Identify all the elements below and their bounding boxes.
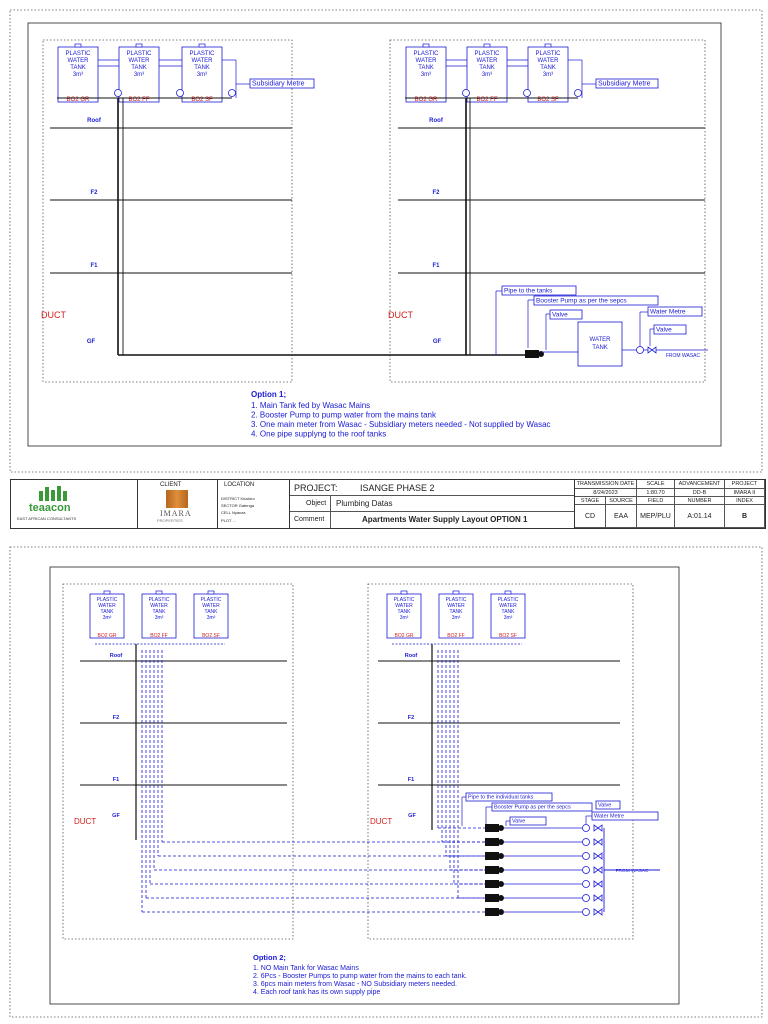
tank-id: BO2 GR	[394, 633, 414, 639]
object-row	[290, 496, 574, 512]
tank-volume: 3m³	[72, 72, 84, 78]
notes-title: Option 2;	[253, 953, 286, 962]
tank-label: PLASTIC	[96, 597, 118, 603]
location-row: PLOT ...	[221, 518, 236, 523]
tank-label: TANK	[100, 609, 114, 615]
tank-label: TANK	[501, 609, 515, 615]
tank-label: PLASTIC	[497, 597, 519, 603]
tank-label: TANK	[479, 65, 495, 71]
client-logo-icon	[166, 490, 188, 508]
water-meter-icon	[115, 90, 122, 97]
tank-label: TANK	[418, 65, 434, 71]
from-wasac-label: FROM WASAC	[615, 869, 649, 874]
booster-pump-icon	[485, 824, 504, 832]
valve-icon	[594, 909, 602, 915]
meta-header: TRANSMISSION DATE	[575, 480, 637, 489]
pump-motor	[498, 839, 504, 845]
tank-id: BO2 SF	[202, 633, 220, 639]
meta-value: EAA	[606, 505, 637, 528]
meta-header: ADVANCEMENT	[675, 480, 725, 489]
comment-value: Apartments Water Supply Layout OPTION 1	[362, 515, 528, 524]
tank-id: BO2 SF	[191, 97, 213, 103]
tank-volume: 3m³	[420, 72, 432, 78]
tank-label: PLASTIC	[393, 597, 415, 603]
water-meter-icon	[583, 839, 590, 846]
water-tank-label: WATER	[589, 337, 611, 343]
water-meter-icon	[637, 347, 644, 354]
floor-label: GF	[112, 813, 120, 819]
pump-body	[485, 838, 499, 846]
pump-motor	[498, 825, 504, 831]
valve-icon	[594, 909, 602, 915]
floor-label: Roof	[87, 118, 101, 124]
note-item: 2. Booster Pump to pump water from the mains tank	[251, 410, 436, 420]
water-meter-icon	[229, 90, 236, 97]
plastic-water-tank	[491, 591, 525, 639]
note-item: 1. NO Main Tank for Wasac Mains	[253, 965, 359, 972]
tank-lid-icon	[545, 44, 551, 47]
meta-value: 8/24/2023	[575, 489, 637, 497]
tank-label: TANK	[449, 609, 463, 615]
water-meter-icon	[177, 90, 184, 97]
client-label: CLIENT	[160, 482, 182, 488]
floor-label: Roof	[109, 653, 123, 659]
company-logo-cell	[11, 480, 138, 528]
tank-label: WATER	[98, 603, 116, 609]
tank-label: WATER	[395, 603, 413, 609]
pump-body	[485, 908, 499, 916]
water-meter-icon	[575, 90, 582, 97]
water-meter-icon	[583, 867, 590, 874]
tank-volume: 3m³	[399, 615, 409, 621]
valve-icon	[594, 853, 602, 859]
meta-value: B	[725, 505, 765, 528]
object-divider	[330, 496, 331, 511]
tank-volume: 3m³	[503, 615, 513, 621]
valve-callout: Valve	[552, 311, 568, 319]
client-cell	[138, 480, 218, 528]
note-item: 4. One pipe supplyng to the roof tanks	[251, 429, 387, 439]
tank-label: PLASTIC	[65, 51, 91, 57]
tank-label: PLASTIC	[148, 597, 170, 603]
valve-callout: Valve	[598, 802, 612, 809]
pump-body	[485, 824, 499, 832]
duct-label: DUCT	[74, 817, 97, 826]
floor-label: F2	[112, 715, 120, 721]
valve-icon	[648, 347, 656, 353]
plastic-water-tank	[406, 44, 446, 103]
meta-header: SOURCE	[606, 497, 637, 505]
tank-label: TANK	[152, 609, 166, 615]
tank-volume: 3m³	[102, 615, 112, 621]
floor-label: F1	[112, 777, 120, 783]
tank-lid-icon	[208, 591, 214, 594]
pump-body	[485, 880, 499, 888]
company-logo-icon	[33, 485, 73, 501]
subsidiary-meter-label: Subsidiary Metre	[252, 80, 305, 88]
plastic-water-tank	[142, 591, 176, 639]
valve-icon	[594, 895, 602, 901]
comment-label: Comment	[294, 516, 325, 523]
object-label: Object	[306, 500, 327, 507]
floor-label: F2	[407, 715, 415, 721]
plastic-water-tank	[467, 44, 507, 103]
pump-body	[485, 866, 499, 874]
tank-label: TANK	[397, 609, 411, 615]
floor-label: F1	[407, 777, 415, 783]
tank-id: BO2 SF	[537, 97, 559, 103]
pump-body	[485, 852, 499, 860]
diagram-option-2	[63, 584, 660, 996]
water-meter-icon	[583, 909, 590, 916]
floor-label: F1	[432, 263, 440, 269]
tank-label: WATER	[67, 58, 89, 64]
tank-lid-icon	[401, 591, 407, 594]
tank-id: BO2 FF	[128, 97, 150, 103]
tank-lid-icon	[423, 44, 429, 47]
booster-pump-icon	[485, 880, 504, 888]
meta-value: DD-B	[675, 489, 725, 497]
meta-value: IMARA II	[725, 489, 765, 497]
valve-callout: Valve	[512, 818, 526, 825]
meta-header: NUMBER	[675, 497, 725, 505]
plastic-water-tank	[119, 44, 159, 103]
valve-icon	[594, 825, 602, 831]
valve-icon	[594, 867, 602, 873]
duct-label: DUCT	[388, 310, 413, 320]
tank-label: WATER	[128, 58, 150, 64]
booster-pump-icon	[485, 908, 504, 916]
company-name: teaacon	[29, 502, 71, 514]
tank-lid-icon	[453, 591, 459, 594]
location-cell	[218, 480, 290, 528]
meta-header: STAGE	[575, 497, 606, 505]
water-metre-callout: Water Metre	[650, 308, 686, 316]
tank-volume: 3m³	[542, 72, 554, 78]
tank-lid-icon	[75, 44, 81, 47]
booster-pump-icon	[485, 852, 504, 860]
subsidiary-meter-label: Subsidiary Metre	[598, 80, 651, 88]
tank-label: PLASTIC	[126, 51, 152, 57]
note-item: 2. 6Pcs - Booster Pumps to pump water from the mains to each tank.	[253, 973, 467, 980]
tank-label: WATER	[202, 603, 220, 609]
tank-id: BO2 FF	[447, 633, 465, 639]
duct-label: DUCT	[41, 310, 66, 320]
tank-label: PLASTIC	[413, 51, 439, 57]
water-meter-icon	[463, 90, 470, 97]
plastic-water-tank	[182, 44, 222, 103]
pump-body	[485, 894, 499, 902]
tank-label: TANK	[131, 65, 147, 71]
tank-label: PLASTIC	[535, 51, 561, 57]
tank-label: PLASTIC	[200, 597, 222, 603]
notes-title: Option 1;	[251, 390, 287, 399]
valve-icon	[594, 881, 602, 887]
water-meter-icon	[583, 853, 590, 860]
floor-label: Roof	[429, 118, 443, 124]
tank-id: BO2 FF	[476, 97, 498, 103]
client-name: IMARA	[160, 509, 192, 518]
plastic-water-tank	[387, 591, 421, 639]
water-tank-label: TANK	[592, 345, 608, 351]
booster-pump-icon	[485, 894, 504, 902]
company-subtitle: EAST AFRICAN CONSULTANTS	[17, 516, 77, 521]
location-row: CELL Nyanza	[221, 510, 246, 515]
meta-header: FIELD	[637, 497, 675, 505]
tank-id: BO2 FF	[150, 633, 168, 639]
floor-label: GF	[432, 339, 442, 345]
valve-icon	[594, 881, 602, 887]
meta-header: PROJECT	[725, 480, 765, 489]
tank-id: BO2 SF	[499, 633, 517, 639]
valve-icon	[594, 867, 602, 873]
valve-icon	[594, 895, 602, 901]
tank-label: TANK	[204, 609, 218, 615]
floor-label: Roof	[404, 653, 418, 659]
valve-icon	[594, 825, 602, 831]
meta-value: A:01.14	[675, 505, 725, 528]
tank-label: TANK	[194, 65, 210, 71]
tank-label: WATER	[415, 58, 437, 64]
tank-label: PLASTIC	[189, 51, 215, 57]
tank-id: BO2 GR	[414, 97, 438, 103]
tank-volume: 3m³	[133, 72, 145, 78]
tank-volume: 3m³	[451, 615, 461, 621]
comment-divider	[330, 512, 331, 528]
valve-icon	[648, 347, 656, 353]
floor-label: F2	[432, 190, 440, 196]
valve-callout: Valve	[656, 326, 672, 334]
plastic-water-tank	[90, 591, 124, 639]
title-block	[10, 479, 766, 529]
floor-label: F2	[90, 190, 98, 196]
tank-id: BO2 GR	[97, 633, 117, 639]
meta-value: 1:80.70	[637, 489, 675, 497]
tank-lid-icon	[484, 44, 490, 47]
meta-header: INDEX	[725, 497, 765, 505]
tank-id: BO2 GR	[66, 97, 90, 103]
tank-label: TANK	[70, 65, 86, 71]
tank-lid-icon	[199, 44, 205, 47]
tank-label: WATER	[499, 603, 517, 609]
floor-label: GF	[408, 813, 416, 819]
meta-header: SCALE	[637, 480, 675, 489]
valve-icon	[594, 839, 602, 845]
tank-volume: 3m³	[206, 615, 216, 621]
tank-volume: 3m³	[481, 72, 493, 78]
pipe-to-tanks-callout: Pipe to the individual tanks	[468, 794, 534, 801]
tank-label: PLASTIC	[445, 597, 467, 603]
project-label: PROJECT:	[294, 483, 338, 493]
tank-label: PLASTIC	[474, 51, 500, 57]
booster-pump-icon	[485, 838, 504, 846]
booster-pump-icon	[485, 866, 504, 874]
plastic-water-tank	[528, 44, 568, 103]
water-meter-icon	[524, 90, 531, 97]
location-row: DISTRICT Kicukiro	[221, 496, 255, 501]
pump-body	[525, 350, 539, 358]
tank-volume: 3m³	[154, 615, 164, 621]
floor-label: GF	[86, 339, 96, 345]
tank-label: WATER	[191, 58, 213, 64]
water-metre-callout: Water Metre	[594, 813, 625, 820]
water-meter-icon	[583, 825, 590, 832]
tank-label: WATER	[537, 58, 559, 64]
from-wasac-label: FROM WASAC	[665, 353, 701, 359]
booster-pump-callout: Booster Pump as per the sepcs	[536, 297, 627, 305]
pump-motor	[498, 909, 504, 915]
pump-motor	[498, 867, 504, 873]
location-row: SECTOR Gatenga	[221, 503, 255, 508]
comment-row	[290, 512, 574, 528]
project-cell	[290, 480, 575, 528]
note-item: 3. 6pcs main meters from Wasac - NO Subsidiary meters needed.	[253, 981, 457, 988]
object-value: Plumbing Datas	[336, 499, 393, 508]
pump-motor	[498, 853, 504, 859]
valve-icon	[594, 853, 602, 859]
floor-label: F1	[90, 263, 98, 269]
tank-label: TANK	[540, 65, 556, 71]
tank-label: WATER	[476, 58, 498, 64]
client-subtitle: PROPERTIES	[157, 518, 183, 523]
duct-label: DUCT	[370, 817, 393, 826]
water-meter-icon	[583, 895, 590, 902]
booster-pump-callout: Booster Pump as per the sepcs	[494, 804, 571, 811]
valve-icon	[594, 839, 602, 845]
note-item: 3. One main meter from Wasac - Subsidiary meters needed - Not supplied by Wasac	[251, 420, 551, 429]
plastic-water-tank	[439, 591, 473, 639]
water-tank-box	[578, 322, 622, 366]
pipe-to-tanks-callout: Pipe to the tanks	[504, 287, 553, 295]
meta-value: CD	[575, 505, 606, 528]
diagram-option-1	[41, 40, 708, 439]
tank-volume: 3m³	[196, 72, 208, 78]
tank-lid-icon	[136, 44, 142, 47]
note-item: 1. Main Tank fed by Wasac Mains	[251, 401, 371, 410]
pump-motor	[498, 881, 504, 887]
tank-label: WATER	[150, 603, 168, 609]
tank-label: WATER	[447, 603, 465, 609]
location-label: LOCATION	[224, 482, 255, 488]
plastic-water-tank	[58, 44, 98, 103]
pump-motor	[498, 895, 504, 901]
tank-lid-icon	[104, 591, 110, 594]
meta-value: MEP/PLU	[637, 505, 675, 528]
note-item: 4. Each roof tank has its own supply pipe	[253, 989, 381, 996]
tank-lid-icon	[156, 591, 162, 594]
tank-lid-icon	[505, 591, 511, 594]
booster-pump-icon	[525, 350, 544, 358]
water-meter-icon	[583, 881, 590, 888]
meta-grid	[575, 480, 765, 528]
project-name: ISANGE PHASE 2	[360, 483, 435, 493]
project-row	[290, 480, 574, 496]
plastic-water-tank	[194, 591, 228, 639]
